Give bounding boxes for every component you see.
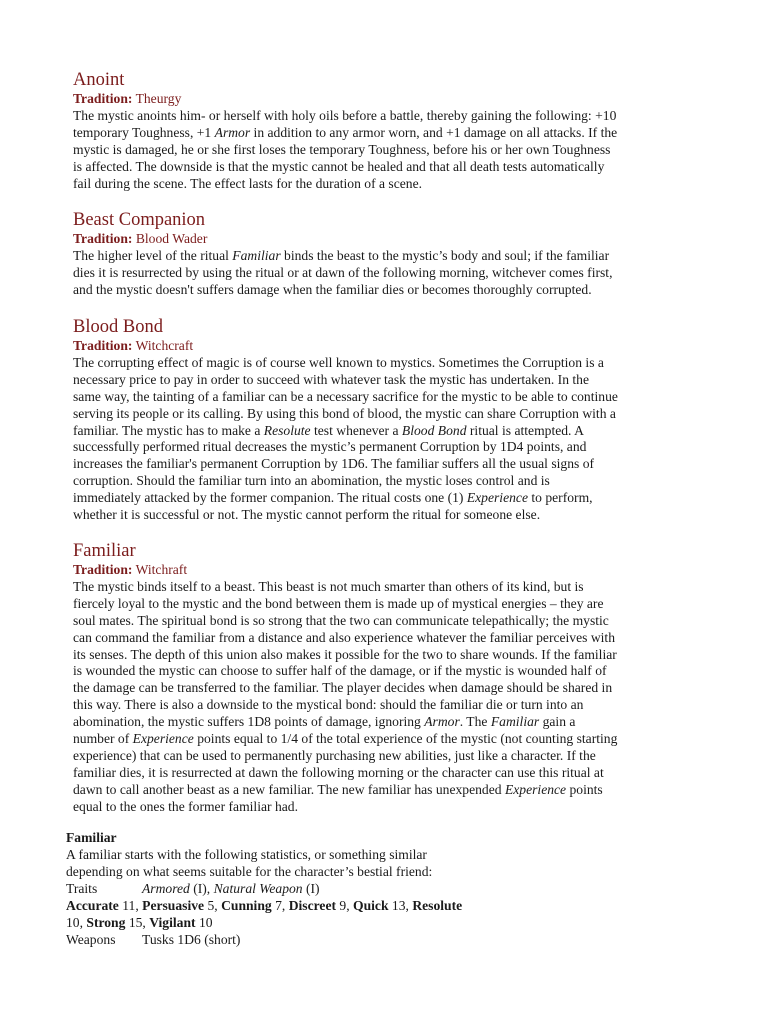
text-line bbox=[73, 765, 703, 782]
text-run: (I) bbox=[302, 881, 320, 896]
traits-row bbox=[66, 880, 686, 897]
text-run: test whenever a bbox=[310, 422, 402, 438]
text-run: is wounded the mystic can choose to suffer half of the damage, or if the mystic is wounded half of bbox=[73, 663, 607, 679]
text-run: points equal to 1/4 of the total experience of the mystic (not counting starting bbox=[193, 731, 618, 747]
text-line bbox=[73, 490, 703, 507]
weapons-value: Tusks 1D6 (short) bbox=[142, 932, 241, 947]
text-line bbox=[73, 159, 703, 176]
text-run: immediately attacked by the former companion. The ritual costs one (1) bbox=[73, 490, 467, 506]
text-run: corruption. Should the familiar turn into an abomination, the mystic loses control and is bbox=[73, 473, 550, 489]
text-run: familiar dies, it is resurrected at dawn the following morning or the character can use this ritual at bbox=[73, 764, 604, 780]
emphasis-text: Resolute bbox=[263, 422, 311, 438]
text-run: 10, bbox=[66, 915, 87, 930]
text-run: mystic is damaged, he or she first loses the temporary Toughness, before his or her own Toughness bbox=[73, 141, 611, 157]
text-run: serving its people or its calling. By using this bond of blood, the mystic can share Corruption with a bbox=[73, 405, 616, 421]
ritual-anoint bbox=[73, 69, 703, 192]
ritual-blood-bond bbox=[73, 316, 703, 524]
tradition-label: Tradition: bbox=[73, 562, 133, 577]
text-line bbox=[73, 125, 703, 142]
text-line bbox=[73, 799, 703, 816]
text-run: 13, bbox=[388, 898, 413, 913]
stat-intro-line: depending on what seems suitable for the character’s bestial friend: bbox=[66, 864, 433, 879]
tradition-value: Witchraft bbox=[135, 562, 188, 577]
text-run: equal to the ones the former familiar had. bbox=[73, 798, 298, 814]
text-run: and the mystic doesn't suffers damage when the familiar dies or becomes thoroughly corrupted. bbox=[73, 281, 592, 297]
ritual-tradition bbox=[73, 338, 703, 355]
emphasis-text: Armor bbox=[214, 124, 251, 140]
ritual-title: Blood Bond bbox=[73, 317, 163, 337]
text-line bbox=[73, 372, 703, 389]
text-run: . The bbox=[459, 714, 491, 730]
text-run: successfully performed ritual decreases the mystic’s permanent Corruption by 1D4 points, and bbox=[73, 439, 587, 455]
bold-text: Accurate bbox=[66, 898, 119, 913]
ritual-title: Beast Companion bbox=[73, 210, 206, 230]
emphasis-text: Blood Bond bbox=[401, 422, 467, 438]
text-line bbox=[73, 663, 703, 680]
emphasis-text: Armor bbox=[424, 714, 460, 730]
text-run: this way. There is also a downside to the mystical bond: should the familiar die or turn into an bbox=[73, 697, 584, 713]
text-line bbox=[73, 456, 703, 473]
traits-label: Traits bbox=[66, 881, 98, 896]
text-run: ritual is attempted. A bbox=[466, 422, 584, 438]
text-run: temporary Toughness, +1 bbox=[73, 124, 215, 140]
text-run: can command the familiar from a distance and also experience whatever the familiar perceives with bbox=[73, 629, 615, 645]
ritual-description bbox=[73, 355, 703, 524]
text-run: fail during the scene. The effect lasts for the duration of a scene. bbox=[73, 175, 423, 191]
text-run: its senses. The depth of this union also makes it possible for the two to share wounds. If the familiar bbox=[73, 646, 617, 662]
text-run: whether it is successful or not. The mystic cannot perform the ritual for someone else. bbox=[73, 507, 541, 523]
text-run: in addition to any armor worn, and +1 damage on all attacks. If the bbox=[250, 124, 618, 140]
bold-text: Persuasive bbox=[142, 898, 205, 913]
text-run: 5, bbox=[204, 898, 222, 913]
ritual-title: Familiar bbox=[73, 541, 136, 561]
text-line bbox=[73, 630, 703, 647]
text-line bbox=[73, 731, 703, 748]
text-line bbox=[73, 406, 703, 423]
ritual-title: Anoint bbox=[73, 70, 125, 90]
text-run: 9, bbox=[336, 898, 354, 913]
emphasis-text: Familiar bbox=[232, 248, 281, 263]
traits-value bbox=[142, 881, 320, 896]
ritual-tradition bbox=[73, 91, 703, 108]
text-line bbox=[73, 714, 703, 731]
ritual-description bbox=[73, 108, 703, 192]
stat-block-heading: Familiar bbox=[66, 830, 117, 845]
emphasis-text: Experience bbox=[466, 490, 528, 506]
text-run: soul mates. The spiritual bond is so strong that the two can communicate telepathically; the mystic bbox=[73, 612, 609, 628]
text-line bbox=[73, 439, 703, 456]
attributes-line bbox=[66, 897, 686, 914]
ritual-description bbox=[73, 248, 703, 299]
bold-text: Resolute bbox=[412, 898, 463, 913]
ritual-tradition bbox=[73, 231, 703, 248]
ritual-beast-companion bbox=[73, 209, 703, 299]
text-run: The corrupting effect of magic is of course well known to mystics. Sometimes the Corruption is a bbox=[73, 355, 604, 370]
text-line bbox=[73, 142, 703, 159]
text-run: familiar. The mystic has to make a bbox=[73, 422, 264, 438]
text-line bbox=[73, 680, 703, 697]
emphasis-text: Familiar bbox=[490, 714, 540, 730]
bold-text: Cunning bbox=[221, 898, 272, 913]
attributes-line bbox=[66, 914, 686, 931]
tradition-label: Tradition: bbox=[73, 91, 133, 106]
tradition-label: Tradition: bbox=[73, 338, 133, 353]
text-run: 7, bbox=[271, 898, 289, 913]
text-run: 11, bbox=[118, 898, 143, 913]
emphasis-text: Experience bbox=[504, 781, 567, 797]
text-line bbox=[73, 265, 703, 282]
text-run: number of bbox=[73, 731, 133, 747]
text-run: experience) that can be used to permanently purchasing new abilities, just like a character. If the bbox=[73, 747, 596, 763]
tradition-value: Witchcraft bbox=[135, 338, 194, 353]
tradition-value: Blood Wader bbox=[135, 231, 208, 246]
emphasis-text: Natural Weapon bbox=[213, 881, 303, 896]
text-run: 10 bbox=[195, 915, 213, 930]
text-line bbox=[73, 782, 703, 799]
weapons-label: Weapons bbox=[66, 932, 116, 947]
text-line bbox=[73, 108, 703, 125]
ritual-description bbox=[73, 579, 703, 815]
text-run: dawn to call another beast as a new familiar. The new familiar has unexpended bbox=[73, 781, 505, 797]
text-line bbox=[73, 748, 703, 765]
text-run: gain a bbox=[539, 714, 576, 730]
tradition-label: Tradition: bbox=[73, 231, 133, 246]
text-run: The mystic anoints him- or herself with holy oils before a battle, thereby gaining the following: +10 bbox=[73, 108, 617, 123]
tradition-value: Theurgy bbox=[135, 91, 182, 106]
text-run: abomination, the mystic suffers 1D8 points of damage, ignoring bbox=[73, 714, 425, 730]
text-line bbox=[73, 355, 703, 372]
text-run: same way, the tainting of a familiar can be a necessary sacrifice for the mystic to be able to continue bbox=[73, 388, 618, 404]
text-run: The mystic binds itself to a beast. This beast is not much smarter than others of its kind, but is bbox=[73, 579, 584, 594]
emphasis-text: Armored bbox=[142, 881, 190, 896]
stat-intro-line: A familiar starts with the following statistics, or something similar bbox=[66, 847, 427, 862]
text-run: 15, bbox=[125, 915, 150, 930]
familiar-stat-block bbox=[66, 829, 686, 948]
text-line bbox=[73, 697, 703, 714]
text-run: dies it is resurrected by using the ritual or at dawn of the following morning, witchever comes first, bbox=[73, 264, 613, 280]
weapons-row bbox=[66, 931, 686, 948]
text-run: binds the beast to the mystic’s body and soul; if the familiar bbox=[280, 248, 610, 263]
text-line bbox=[73, 423, 703, 440]
text-line bbox=[73, 389, 703, 406]
text-line bbox=[73, 176, 703, 193]
text-run: the damage can be transferred to the familiar. The player decides when damage should be shared in bbox=[73, 680, 613, 696]
text-line bbox=[73, 596, 703, 613]
text-line bbox=[73, 579, 703, 596]
text-line bbox=[73, 507, 703, 524]
text-run: fiercely loyal to the mystic and the bond between them is made up of mystical energies – they are bbox=[73, 595, 604, 611]
bold-text: Discreet bbox=[288, 898, 337, 913]
text-run: is affected. The downside is that the mystic cannot be healed and that all death tests automatically bbox=[73, 158, 605, 174]
bold-text: Strong bbox=[86, 915, 126, 930]
bold-text: Quick bbox=[353, 898, 389, 913]
text-line bbox=[73, 647, 703, 664]
emphasis-text: Experience bbox=[132, 731, 194, 747]
bold-text: Vigilant bbox=[149, 915, 196, 930]
ritual-tradition bbox=[73, 562, 703, 579]
text-run: necessary price to pay in order to succeed with whatever task the mystic has undertaken. In the bbox=[73, 371, 589, 387]
text-run: (I), bbox=[189, 881, 214, 896]
text-line bbox=[73, 248, 703, 265]
text-run: increases the familiar's permanent Corruption by 1D6. The familiar suffers all the usual signs of bbox=[73, 456, 595, 472]
text-run: to perform, bbox=[527, 490, 593, 506]
text-run: points bbox=[566, 781, 603, 797]
text-line bbox=[73, 282, 703, 299]
text-run: The higher level of the ritual bbox=[73, 248, 233, 263]
ritual-familiar bbox=[73, 540, 703, 815]
text-line bbox=[73, 613, 703, 630]
text-line bbox=[73, 473, 703, 490]
